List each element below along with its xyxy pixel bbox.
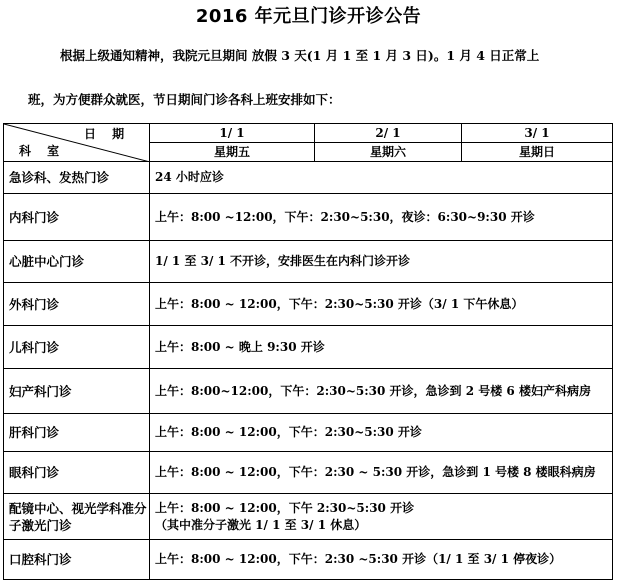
department-cell: 心脏中心门诊	[4, 241, 150, 283]
date-cell: 3/ 1	[462, 124, 613, 143]
schedule-cell: 1/ 1 至 3/ 1 不开诊，安排医生在内科门诊开诊	[150, 241, 613, 283]
header-corner-cell	[4, 124, 150, 162]
weekday-cell: 星期日	[462, 143, 613, 162]
weekday-cell: 星期五	[150, 143, 315, 162]
date-cell: 2/ 1	[315, 124, 462, 143]
department-cell: 内科门诊	[4, 194, 150, 241]
table-row	[4, 194, 613, 241]
department-cell: 眼科门诊	[4, 452, 150, 494]
department-cell: 儿科门诊	[4, 326, 150, 369]
schedule-cell: 24 小时应诊	[150, 162, 613, 194]
weekday-cell: 星期六	[315, 143, 462, 162]
schedule-cell: 上午：8:00 ~12:00，下午：2:30~5:30，夜诊：6:30~9:30 开诊	[150, 194, 613, 241]
department-cell: 妇产科门诊	[4, 369, 150, 414]
table-row	[4, 241, 613, 283]
schedule-cell: 上午：8:00 ~ 12:00，下午 2:30~5:30 开诊 （其中准分子激光 1/ 1 至 3/ 1 休息）	[150, 494, 613, 540]
notice-title: 2016 年元旦门诊开诊公告	[195, 6, 422, 27]
schedule-cell: 上午：8:00 ~ 12:00，下午：2:30 ~5:30 开诊（1/ 1 至 3/ 1 停夜诊）	[150, 540, 613, 580]
schedule-cell: 上午：8:00 ~ 晚上 9:30 开诊	[150, 326, 613, 369]
table-row	[4, 162, 613, 194]
department-cell: 口腔科门诊	[4, 540, 150, 580]
header-date-label: 日 期	[84, 127, 131, 141]
table-row	[4, 414, 613, 452]
table-row	[4, 369, 613, 414]
schedule-cell: 上午：8:00~12:00，下午：2:30~5:30 开诊，急诊到 2 号楼 6 楼妇产科病房	[150, 369, 613, 414]
table-row	[4, 452, 613, 494]
schedule-cell: 上午：8:00 ~ 12:00，下午：2:30 ~ 5:30 开诊，急诊到 1 号楼 8 楼眼科病房	[150, 452, 613, 494]
table-row	[4, 494, 613, 540]
department-cell: 配镜中心、视光学科准分子激光门诊	[4, 494, 150, 540]
schedule-cell: 上午：8:00 ~ 12:00，下午：2:30~5:30 开诊（3/ 1 下午休息）	[150, 283, 613, 326]
department-cell: 外科门诊	[4, 283, 150, 326]
intro-line-1: 根据上级通知精神，我院元旦期间 放假 3 天(1 月 1 至 1 月 3 日)。1 月 4 日正常上	[60, 48, 540, 63]
schedule-cell: 上午：8:00 ~ 12:00，下午：2:30~5:30 开诊	[150, 414, 613, 452]
table-row	[4, 326, 613, 369]
table-row	[4, 283, 613, 326]
table-row	[4, 540, 613, 580]
header-dept-label: 科 室	[19, 144, 66, 158]
schedule-table	[3, 123, 613, 580]
department-cell: 肝科门诊	[4, 414, 150, 452]
intro-line-2: 班，为方便群众就医，节日期间门诊各科上班安排如下：	[28, 92, 341, 107]
date-cell: 1/ 1	[150, 124, 315, 143]
department-cell: 急诊科、发热门诊	[4, 162, 150, 194]
